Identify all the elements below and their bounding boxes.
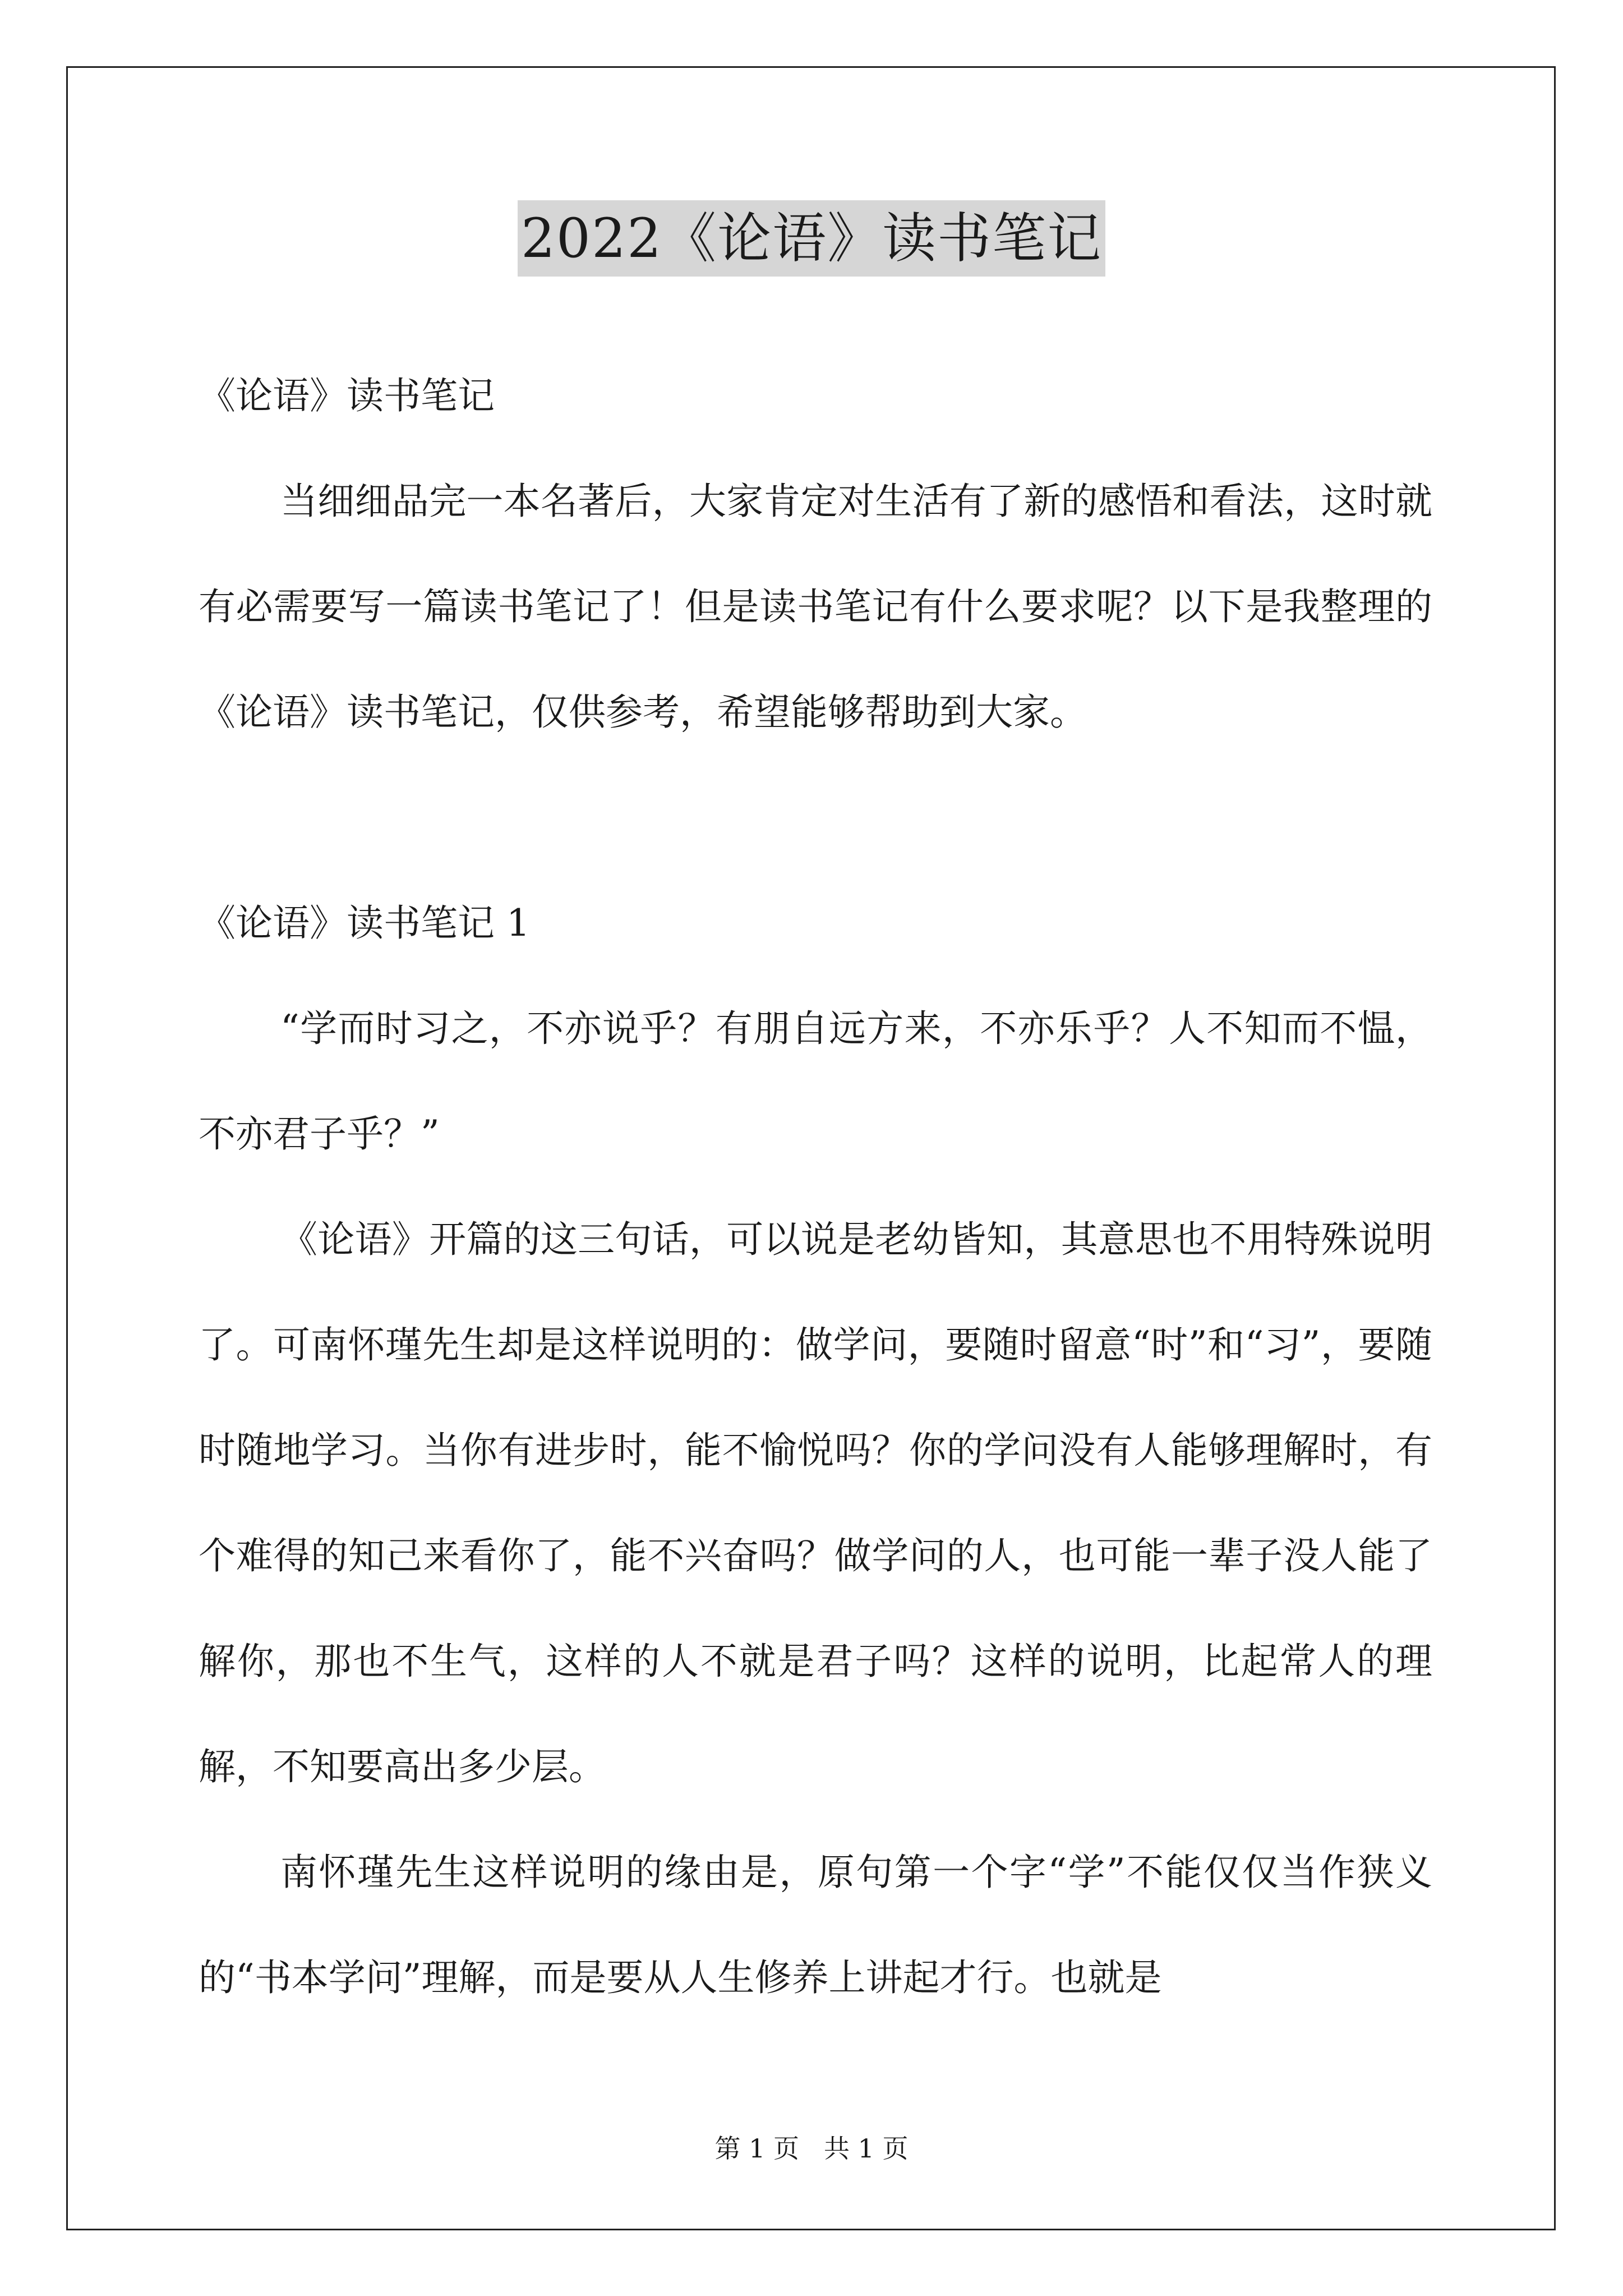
subtitle: 《论语》读书笔记 <box>199 374 495 417</box>
document-title: 2022《论语》读书笔记 <box>518 200 1105 277</box>
spacer <box>199 765 1432 871</box>
body-paragraph-1: 《论语》开篇的这三句话，可以说是老幼皆知，其意思也不用特殊说明了。可南怀瑾先生却是这样说明的：做学问，要随时留意“时”和“习”，要随时随地学习。当你有进步时，能不愉悦吗？你的学问没有人能够理解时，有个难得的知己来看你了，能不兴奋吗？做学问的人，也可能一辈子没人能了解你，那也不生气，这样的人不就是君子吗？这样的说明，比起常人的理解，不知要高出多少层。 <box>199 1218 1432 1788</box>
title-container <box>0 200 1623 277</box>
document-body <box>199 343 1432 2031</box>
intro-paragraph: 当细细品完一本名著后，大家肯定对生活有了新的感悟和看法，这时就有必需要写一篇读书笔记了！但是读书笔记有什么要求呢？以下是我整理的《论语》读书笔记，仅供参考，希望能够帮助到大家。 <box>199 480 1432 734</box>
section-heading: 《论语》读书笔记 1 <box>199 901 530 945</box>
body-paragraph-2: 南怀瑾先生这样说明的缘由是，原句第一个字“学”不能仅仅当作狭义的“书本学问”理解，而是要从人生修养上讲起才行。也就是 <box>199 1851 1432 1999</box>
page-number: 第 1 页 <box>714 2133 799 2164</box>
page-total: 共 1 页 <box>824 2133 909 2164</box>
page-footer <box>0 2132 1623 2165</box>
quote-paragraph: “学而时习之，不亦说乎？有朋自远方来，不亦乐乎？人不知而不愠，不亦君子乎？” <box>199 1007 1432 1156</box>
